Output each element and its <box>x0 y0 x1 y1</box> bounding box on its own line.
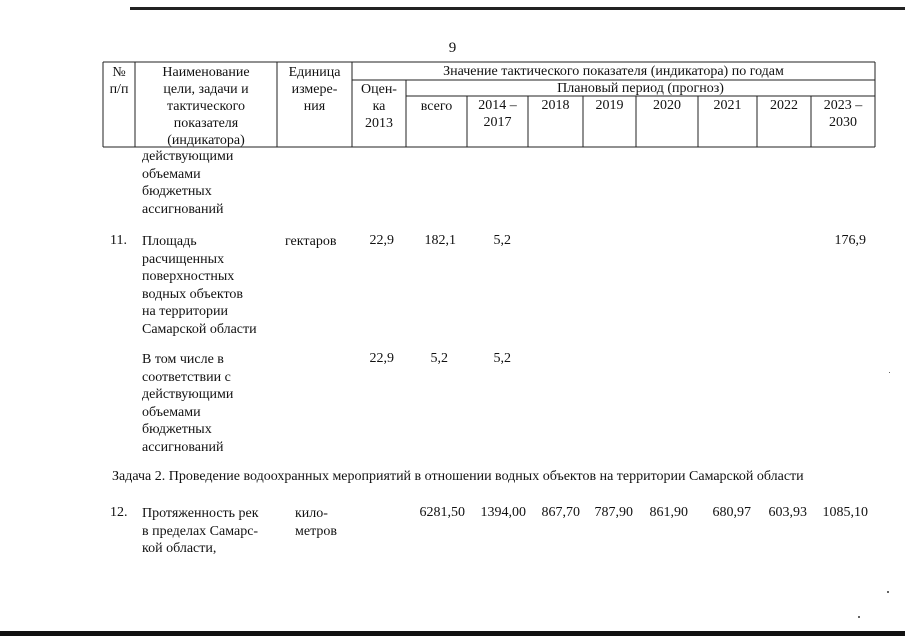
row-12-2023-2030: 1085,10 <box>822 505 868 520</box>
row-11-2023-2030: 176,9 <box>834 233 866 248</box>
row-12-number: 12. <box>110 505 128 520</box>
row-11-sub-total: 5,2 <box>430 351 448 366</box>
header-name: Наименование цели, задачи и тактического показателя (индикатора) <box>162 65 250 148</box>
row-12-total: 6281,50 <box>419 505 465 520</box>
row-11-sub-estimate: 22,9 <box>369 351 394 366</box>
header-2022: 2022 <box>770 98 798 113</box>
scan-speck <box>887 591 889 593</box>
row-12-name: Протяженность рек в пределах Самарс- кой области, <box>142 506 259 556</box>
row-11-number: 11. <box>110 233 127 248</box>
row-11-name: Площадь расчищенных поверхностных водных объектов на территории Самарской области <box>142 234 257 337</box>
header-group-title: Значение тактического показателя (индикатора) по годам <box>443 64 784 79</box>
row-12-2022: 603,93 <box>768 505 807 520</box>
header-2021: 2021 <box>713 98 742 113</box>
row-11-unit: гектаров <box>285 234 337 249</box>
task-2-heading: Задача 2. Проведение водоохранных мероприятий в отношении водных объектов на территории Самарской области <box>112 469 804 484</box>
header-unit: Единица измере- ния <box>288 65 341 114</box>
header-plan-title: Плановый период (прогноз) <box>557 81 724 96</box>
row-12-2021: 680,97 <box>712 505 751 520</box>
header-2014-2017: 2014 – 2017 <box>478 98 517 130</box>
row-12-2014-2017: 1394,00 <box>480 505 526 520</box>
header-2023-2030: 2023 – 2030 <box>823 98 863 130</box>
row-12-unit: кило- метров <box>295 506 337 539</box>
row-11-sub-name: В том числе в соответствии с действующими объемами бюджетных ассигнований <box>142 352 234 455</box>
page-number: 9 <box>448 40 457 56</box>
carry-over-text: действующими объемами бюджетных ассигнований <box>142 149 234 217</box>
header-estimate: Оцен- ка 2013 <box>361 82 397 131</box>
row-11-estimate: 22,9 <box>369 233 394 248</box>
header-2020: 2020 <box>653 98 681 113</box>
row-12-2018: 867,70 <box>541 505 580 520</box>
header-2018: 2018 <box>541 98 570 113</box>
row-11-sub-2014-2017: 5,2 <box>493 351 511 366</box>
header-2019: 2019 <box>595 98 624 113</box>
row-12-2019: 787,90 <box>594 505 633 520</box>
scan-speck <box>858 616 860 618</box>
header-total: всего <box>420 99 453 114</box>
scan-speck <box>889 372 890 373</box>
row-12-2020: 861,90 <box>649 505 688 520</box>
scan-border-bottom <box>0 631 905 636</box>
header-num: № п/п <box>109 65 129 97</box>
row-11-2014-2017: 5,2 <box>493 233 511 248</box>
row-11-total: 182,1 <box>424 233 456 248</box>
